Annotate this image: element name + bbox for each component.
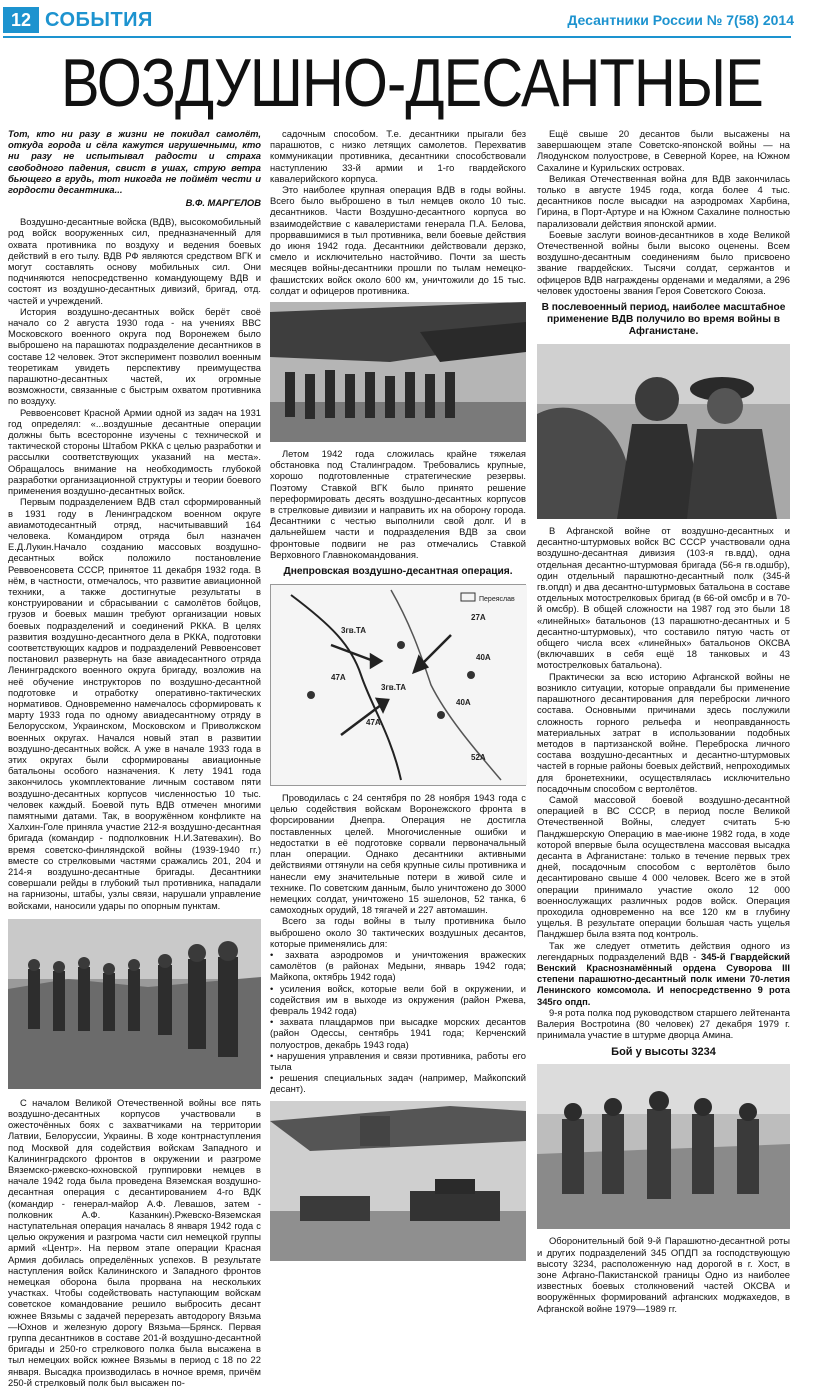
paragraph: Великая Отечественная война для ВДВ закончилась только в августе 1945 года, когда более 4 тыс. десантников после высадки на аэродромах Харбина, Гирина, в Порт-Артуре и на Южном Сахалине полностью парализовали действия японской армии. <box>537 172 790 229</box>
paragraph: Первым подразделением ВДВ стал сформированный в 1931 году в Ленинградском военном округе авиамотодесантный отряд, насчитывавший 164 человека. Командиром отряда был назначен Е.Д.Лукин.Начало созданию массовых воздушно-десантных войск положило постановление Реввоенсовета СССР, принятое 11 декабря 1932 года. В нём, в частности, отмечалось, что развитие авиационной техники, а также достигнутые результаты в конструировании и сбрасывании с самолётов бойцов, грузов и боевых машин требуют организации новых боевых подразделений и соединений РККА. В целях развития воздушно-десантного дела в РККА, подготовки соответствующих кадров и подразделений Реввоенсовет постановил развернуть на базе авиадесантного отряда Ленинградского военного округа бригаду, возложив на неё обучение инструкторов по воздушно-десантной подготовке и отработку оперативно-тактических нормативов. Одновременно намечалось сформировать к марту 1933 года по одному авиадесантному отряду в Белорусском, Украинском, Московском и Приволжском военных округах. Начался новый этап в развитии воздушно-десантных войск. А уже в начале 1933 года в этих округах были сформированы авиационные батальоны особого назначения. К лету 1941 года закончилось укомплектование личным составом пяти воздушно-десантных корпусов численностью 10 тыс. человек каждый. Боевой путь ВДВ отмечен многими памятными датами. Так, в вооружённом конфликте на Халхин-Голе приняла участие 212-я воздушно-десантная бригада (командир - подполковник Н.И.Затевахин). Во время советско-финляндской войны (1939-1940 гг.) вместе со стрелковыми частями сражались 201, 204 и 214-я воздушно-десантные бригады. Десантники совершали рейды в глубокий тыл противника, нападали на гарнизоны, штабы, узлы связи, нарушали управление войсками, наносили удары по опорным пунктам. <box>8 496 261 911</box>
bullet-list <box>270 949 526 1095</box>
map-label: 47А <box>366 718 381 728</box>
paragraph: Реввоенсовет Красной Армии одной из задач на 1931 год определял: «...воздушные десантные операции должны быть всесторонне изучены с технической и тактической стороны Штабом РККА с целью разработки и рассылки соответствующих указаний на места». Обращалось внимание на необходимость глубокой разработки организационной структуры и теории боевого применения воздушно-десантных войск. <box>8 406 261 497</box>
paragraph: Это наиболее крупная операция ВДВ в годы войны. Всего было выброшено в тыл немцев около 10 тыс. десантников. Части Воздушно-десантного корпуса во взаимодействие с кавалеристами генерала П.А. Белова, прорвавшимися в тыл противника, вели боевые действия до июня 1942 года. Десантники действовали дерзко, смело и исключительно настойчиво. Почти за шесть месяцев войны-десантники прошли по тылам немецко-фашистских войск около 600 км, уничтожили до 15 тыс. солдат и офицеров противника. <box>270 184 526 296</box>
bullet-item: • решения специальных задач (например, Майкопский десант). <box>270 1072 526 1095</box>
page-header <box>0 0 814 36</box>
paragraph: С началом Великой Отечественной войны все пять воздушно-десантных корпусов участвовали в ожесточённых боях с захватчиками на территории Латвии, Белоруссии, Украины. В ходе контрнаступления под Москвой для содействия войскам Западного и Калининградского фронтов в окружении и разгроме Вяземско-ржевско-юхновской группировки немцев в начале 1942 года была проведена Вяземская воздушно-десантная операция с десантированием 4-го ВДК (командир - генерал-майор А.Ф. Левашов, затем - полковник А.Ф. Казанкин).Ржевско-Вяземская наступательная операция началась 8 января 1942 года с целью окружения и разгрома части сил немецкой группы армий «Центр». На первом этапе операции Красная Армия добилась определённых успехов. В результате наступления войск Калининского и Западного фронтов немецкая оборона была прорвана на нескольких участках. Чтобы содействовать наступающим войскам советское командование решило выбросить десант южнее Вязьмы с задачей перерезать автодорогу Вязьма—Юхнов и железную дорогу Вязьма—Брянск. Первая группа десантников в составе 201-й воздушно-десантной бригады и 250-го стрелкового полка была высажена в тыл немецких войск южнее Вязьмы в период с 18 по 22 января. Высадка производилась в ночное время, причём 250-й стрелковый полк был высажен по- <box>8 1096 261 1388</box>
column-3 <box>537 128 791 1314</box>
bullet-item: • нарушения управления и связи противника, работы его тыла <box>270 1049 526 1072</box>
height-3234-photo <box>537 1064 790 1229</box>
page-number: 12 <box>3 7 39 33</box>
aircraft-paratroopers-photo <box>270 302 526 442</box>
paragraph: Летом 1942 года сложилась крайне тяжелая обстановка под Сталинградом. Требовались крупные, хорошо подготовленные стратегические резервы. Поэтому Ставкой ВГК было принято решение переформировать десять воздушно-десантных корпусов в стрелковые дивизии и направить их на оборону города. Десантники с честью выполнили свой долг. И в дальнейшем части и подразделения ВДВ за свои фронтовые подвиги не раз отмечались Ставкой Верховного Главнокомандования. <box>270 448 526 560</box>
paragraph: Оборонительный бой 9-й Парашютно-десантной роты и других подразделений 345 ОПДП за господствующую высоту 3234, расположенную над дорогой в г. Хост, в зоне Афгано-Пакистанской границы Одно из наиболее известных боевых столкновений частей ОКСВА и вооружённых формирований афганских моджахедов, в Афганской войне 1979—1989 гг. <box>537 1235 790 1314</box>
afghanistan-photo <box>537 344 790 519</box>
paragraph: В Афганской войне от воздушно-десантных и десантно-штурмовых войск ВС СССР участвовали одна воздушно-десантная дивизия (103-я гв.вдд), одна отдельная десантно-штурмовая бригада (56-я гв.одшбр), один отдельный парашютно-десантный полк (345-й гв.опдп) и два десантно-штурмовых батальона в составе отдельных мотострелковых бригад (в 66-ой омсбр и в 70-й омсбр). В общей сложности на 1987 год это были 18 «линейных» батальонов (13 парашютно-десантных и 5 десантно-штурмовых), что составило пятую часть от общего числа всех «линейных» батальонов ОКСВА (включавших в себя ещё 18 танковых и 43 мотострелковых батальона). <box>537 525 790 671</box>
map-label: 3гв.ТА <box>381 683 407 693</box>
bullet-item: • захвата плацдармов при высадке морских десантов (район Одессы, сентябрь 1941 года; Керченский полуостров, декабрь 1943 года) <box>270 1016 526 1050</box>
paragraph: Воздушно-десантные войска (ВДВ), высокомобильный род войск вооруженных сил, предназначенный для охвата противника по воздуху и ведения боевых действий в его тылу. ВДВ РФ являются средством ВГК и могут составлять основу мобильных сил. Они подчиняются непосредственно командующему ВДВ и состоят из воздушно-десантных дивизий, бригад, отд. частей и учреждений. <box>8 216 261 306</box>
regiment-name: 345-й Гвардейский Венский Краснознамённый ордена Суворова III степени парашютно-десантный полк имени 70-летия Ленинского комсомола. И непосредственно 9 рота 345го опдп. <box>537 950 791 1007</box>
map-label: 40А <box>456 698 471 708</box>
paragraph: Самой массовой боевой воздушно-десантной операцией в ВС СССР, в период после Великой Отечественной Войны, следует считать 5-ю Панджшерскую Операцию в мае-июне 1982 года, в ходе которой впервые была осуществлена массовая высадка десанта в Афганистане: только в течение первых трех дней, посадочным способом с вертолётов было десантировано свыше 4 000 человек. Всего же в этой операции принимало участие около 12 000 военнослужащих различных родов войск. Операция проходила одновременно на все 120 км в глубину ущелья. В результате операции большая часть ущелья Панджшер была взята под контроль. <box>537 793 790 940</box>
afghanistan-lead: В послевоенный период, наиболее масштабное применение ВДВ получило во время войны в Афганистане. <box>541 302 786 338</box>
map-label: 47А <box>331 673 346 683</box>
map-label: 3гв.ТА <box>341 626 367 636</box>
paragraph: 9-я рота полка под руководством старшего лейтенанта Валерия Вострotина (80 человек) 27 декабря 1979 г. принимала участие в штурме дворца Амина. <box>537 1006 790 1041</box>
armored-vehicles-photo <box>270 1101 526 1261</box>
map-title: Днепровская воздушно-десантная операция. <box>283 566 513 578</box>
operation-map <box>270 584 526 786</box>
paragraph: Проводилась с 24 сентября по 28 ноября 1943 года с целью содействия войскам Воронежского фронта в форсировании Днепра. Операция не достигла поставленных целей. Многочисленные ошибки и недостатки в её подготовке сорвали первоначальный план операции. Однако десантники активными действиями оттянули на себя крупные силы противника и нанесли ему значительные потери в живой силе и технике. По советским данным, было уничтожено до 3000 немецких солдат, уничтожено 15 эшелонов, 52 танка, 6 самоходных орудий, 18 тягачей и 227 автомашин. <box>270 792 526 916</box>
map-label: 27А <box>471 613 486 623</box>
epigraph: Тот, кто ни разу в жизни не покидал самолёт, откуда города и сёла кажутся игрушечными, кто ни разу не испытывал радости и страха свободного падения, свист в ушах, струю ветра бьющего в грудь, тот никогда не поймёт чести и гордости десантника... <box>8 128 261 196</box>
article-headline: ВОЗДУШНО-ДЕСАНТНЫЕ <box>61 45 763 121</box>
paragraph: садочным способом. Т.е. десантники прыгали без парашютов, с низко летящих самолетов. Перехватив коммуникации противника, десантники способствовали наступлению 33-й армии и 1-го гвардейского кавалерийского корпуса. <box>270 128 526 184</box>
section-rubric: СОБЫТИЯ <box>45 9 153 31</box>
paragraph-text: Так же следует отметить действия одного из легендарных подразделений ВДВ - <box>537 939 790 962</box>
paragraph: История воздушно-десантных войск берёт своё начало со 2 августа 1930 года - на учениях ВВС Московского военного округа под Воронежем было выброшено на парашютах подразделение десантников в составе 12 человек. Этот эксперимент позволил военным теоретикам увидеть перспективу преимущества парашютно-десантных частей, их огромные возможности, связанные с быстрым охватом противника по воздуху. <box>8 305 261 407</box>
header-rule <box>3 36 791 38</box>
paratroopers-photo <box>8 919 261 1089</box>
bullet-item: • усиления войск, которые вели бой в окружении, и содействия им в выходе из окружения (район Ржева, февраль 1942 года) <box>270 982 526 1016</box>
column-1 <box>8 128 261 1388</box>
map-legend: Переяслав <box>479 596 515 604</box>
paragraph: Практически за всю историю Афганской войны не возникло ситуации, которые оправдали бы применение парашютного десантирования для переброски личного состава. Основными причинами здесь послужили сложность горного рельефа и неоправданность материальных затрат в использовании подобных методов в партизанской войне. Переброска личного состава воздушно-десантных и десантно-штурмовых частей в горные районы боевых действий, непроходимых для бронетехники, осуществлялась исключительно посадочным способом с вертолётов. <box>537 670 790 794</box>
paragraph <box>537 940 790 1007</box>
epigraph-author: В.Ф. МАРГЕЛОВ <box>185 197 261 209</box>
map-label: 52А <box>471 753 486 763</box>
map-label: 40А <box>476 653 491 663</box>
section-subhead: Бой у высоты 3234 <box>611 1046 716 1059</box>
paragraph: Всего за годы войны в тылу противника было выброшено около 30 тактических воздушных десантов, которые применялись для: <box>270 915 526 949</box>
bullet-item: • захвата аэродромов и уничтожения вражеских самолётов (в районах Медыни, январь 1942 года; Майкопа, октябрь 1942 года) <box>270 948 526 983</box>
paragraph: Боевые заслуги воинов-десантников в ходе Великой Отечественной войны были высоко оценены. Всем воздушно-десантным соединениям было присвоено звание гвардейских. Тысячи солдат, сержантов и офицеров ВДВ награждены орденами и медалями, а 296 человек удостоены звания Героя Советского Союза. <box>537 228 790 296</box>
issue-label: Десантники России № 7(58) 2014 <box>567 12 794 28</box>
column-2 <box>270 128 526 1158</box>
paragraph: Ещё свыше 20 десантов были высажены на завершающем этапе Советско-японской войны — на Ляодунском полуострове, в Северной Корее, на Южном Сахалине и Курильских островах. <box>537 128 790 173</box>
